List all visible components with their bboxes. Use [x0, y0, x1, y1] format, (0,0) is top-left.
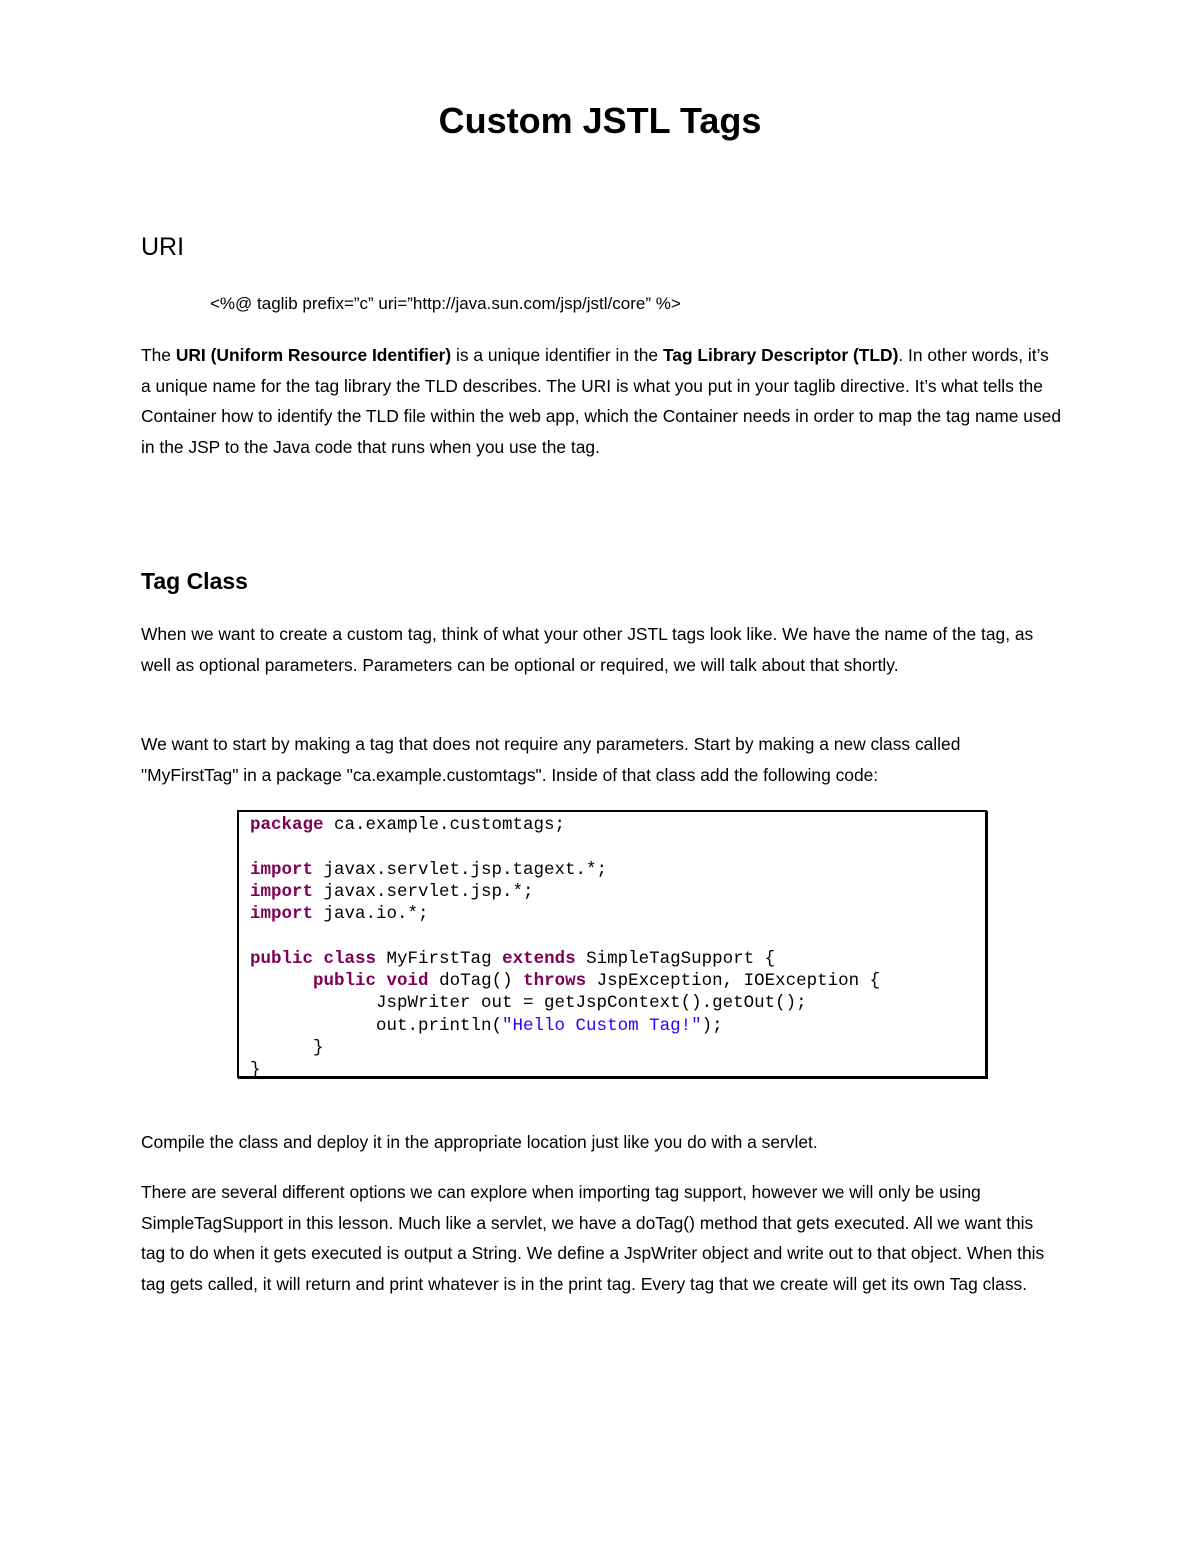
code-token: );: [701, 1015, 723, 1036]
code-keyword: void: [386, 971, 429, 992]
tag-class-paragraph-1: When we want to create a custom tag, think of what your other JSTL tags look like. We have the name of the tag, as well as optional parameters. Parameters can be optional or required, we will talk about that shortly.: [141, 624, 1034, 675]
code-line: [250, 993, 807, 1013]
code-line: [250, 1060, 261, 1080]
code-token: SimpleTagSupport {: [575, 948, 776, 969]
code-line: [250, 971, 880, 991]
section-heading-tag-class: Tag Class: [141, 568, 248, 594]
tag-class-paragraph-2: We want to start by making a tag that does not require any parameters. Start by making a new class called "MyFirstTag" in a package "ca.example.customtags". Inside of that class add the following code:: [141, 734, 961, 785]
code-token: out.println(: [250, 1015, 503, 1036]
paragraph-text: . In other words, it’s a unique name for the tag library the TLD describes. The URI is what you put in your taglib directive. It’s what tells the Container how to identify the TLD file within the web app, which the Container needs in order to map the tag name used in the JSP to the Java code that runs when you use the tag.: [141, 345, 1061, 457]
code-line: [250, 949, 775, 969]
code-token: [250, 971, 313, 991]
code-token: }: [250, 1037, 324, 1058]
bold-term: URI (Uniform Resource Identifier): [175, 345, 452, 365]
compile-paragraph: Compile the class and deploy it in the appropriate location just like you do with a servlet.: [141, 1132, 818, 1152]
code-token: }: [250, 1060, 261, 1081]
code-string: "Hello Custom Tag!": [502, 1015, 702, 1036]
code-keyword: import: [250, 904, 314, 925]
code-token: doTag(): [428, 971, 524, 992]
bold-term: Tag Library Descriptor (TLD): [662, 345, 899, 365]
code-keyword: extends: [502, 948, 576, 969]
code-token: JspException, IOException {: [586, 971, 881, 992]
code-keyword: package: [250, 815, 324, 835]
code-line: [250, 1038, 324, 1058]
code-keyword: import: [250, 881, 314, 902]
code-listing: [250, 814, 985, 1082]
uri-paragraph: [141, 340, 1061, 462]
code-keyword: public: [313, 971, 377, 992]
code-token: java.io.*;: [313, 904, 429, 925]
section-heading-uri: URI: [141, 233, 185, 261]
code-keyword: class: [323, 948, 377, 969]
paragraph-text: is a unique identifier in the: [451, 345, 663, 365]
code-keyword: public: [250, 948, 314, 969]
code-token: JspWriter out = getJspContext().getOut();: [250, 993, 807, 1014]
code-line: [250, 904, 429, 924]
code-token: javax.servlet.jsp.*;: [313, 881, 534, 902]
code-token: javax.servlet.jsp.tagext.*;: [313, 859, 608, 880]
taglib-directive: <%@ taglib prefix=”c” uri=”http://java.sun.com/jsp/jstl/core” %>: [210, 294, 681, 313]
options-paragraph: There are several different options we can explore when importing tag support, however we will only be using SimpleTagSupport in this lesson. Much like a servlet, we have a doTag() method that gets executed. All we want this tag to do when it gets executed is output a String. We define a JspWriter object and write out to that object. When this tag gets called, it will return and print whatever is in the print tag. Every tag that we create will get its own Tag class.: [141, 1182, 1045, 1294]
code-keyword: import: [250, 859, 314, 880]
code-block: [237, 810, 987, 1081]
code-line: [250, 860, 607, 880]
code-line: [250, 882, 534, 902]
code-token: [376, 971, 387, 991]
code-line: [250, 1016, 723, 1036]
paragraph-text: The: [141, 345, 176, 365]
document-title: Custom JSTL Tags: [438, 100, 762, 141]
code-keyword: throws: [523, 971, 587, 992]
code-token: [313, 949, 324, 969]
code-token: MyFirstTag: [376, 948, 503, 969]
code-line: [250, 815, 565, 835]
code-token: ca.example.customtags;: [323, 815, 566, 835]
